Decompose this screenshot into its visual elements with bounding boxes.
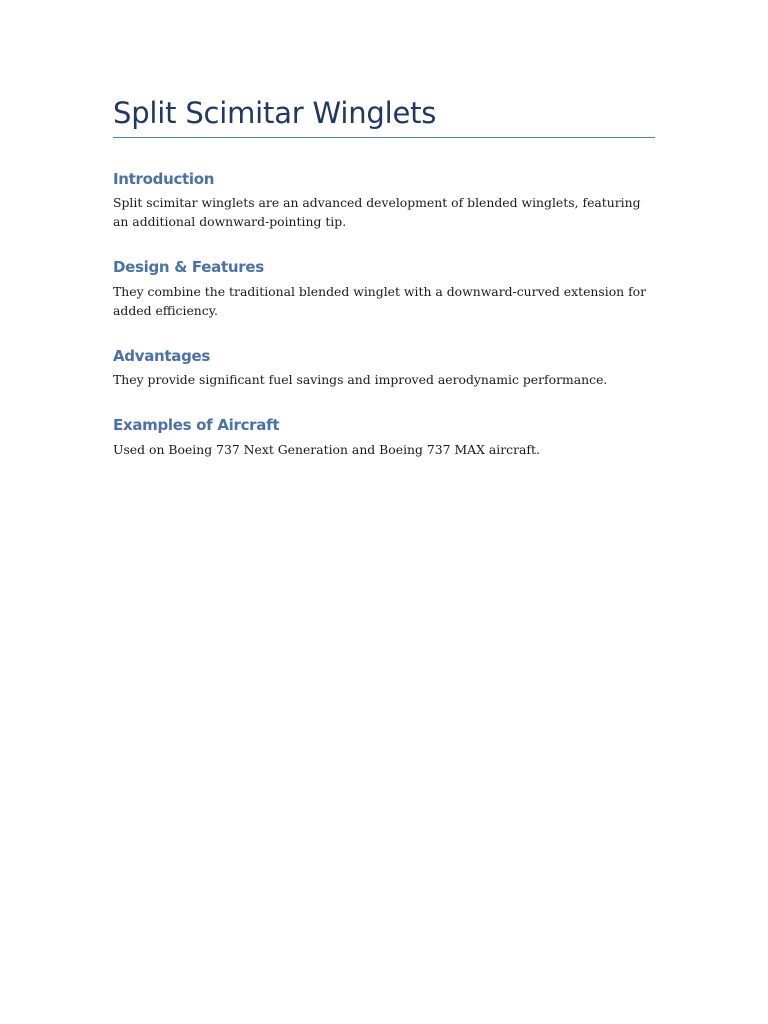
section-introduction: [113, 170, 655, 232]
section-examples-of-aircraft: [113, 416, 655, 459]
section-heading-introduction: Introduction: [113, 169, 215, 188]
section-heading-examples-of-aircraft: Examples of Aircraft: [113, 416, 280, 435]
section-advantages: [113, 347, 655, 390]
document-title: Split Scimitar Winglets: [113, 96, 437, 130]
section-body-advantages: They provide significant fuel savings and improved aerodynamic performance.: [113, 372, 608, 388]
section-design-features: [113, 258, 655, 320]
section-heading-design-features: Design & Features: [113, 258, 264, 277]
section-body-examples-of-aircraft: Used on Boeing 737 Next Generation and Boeing 737 MAX aircraft.: [113, 441, 540, 457]
title-underline-divider: [113, 137, 655, 138]
section-body-design-features: They combine the traditional blended winglet with a downward-curved extension for added efficiency.: [113, 283, 647, 318]
section-body-introduction: Split scimitar winglets are an advanced development of blended winglets, featuring an additional downward-pointing tip.: [113, 195, 641, 230]
section-heading-advantages: Advantages: [113, 346, 211, 365]
